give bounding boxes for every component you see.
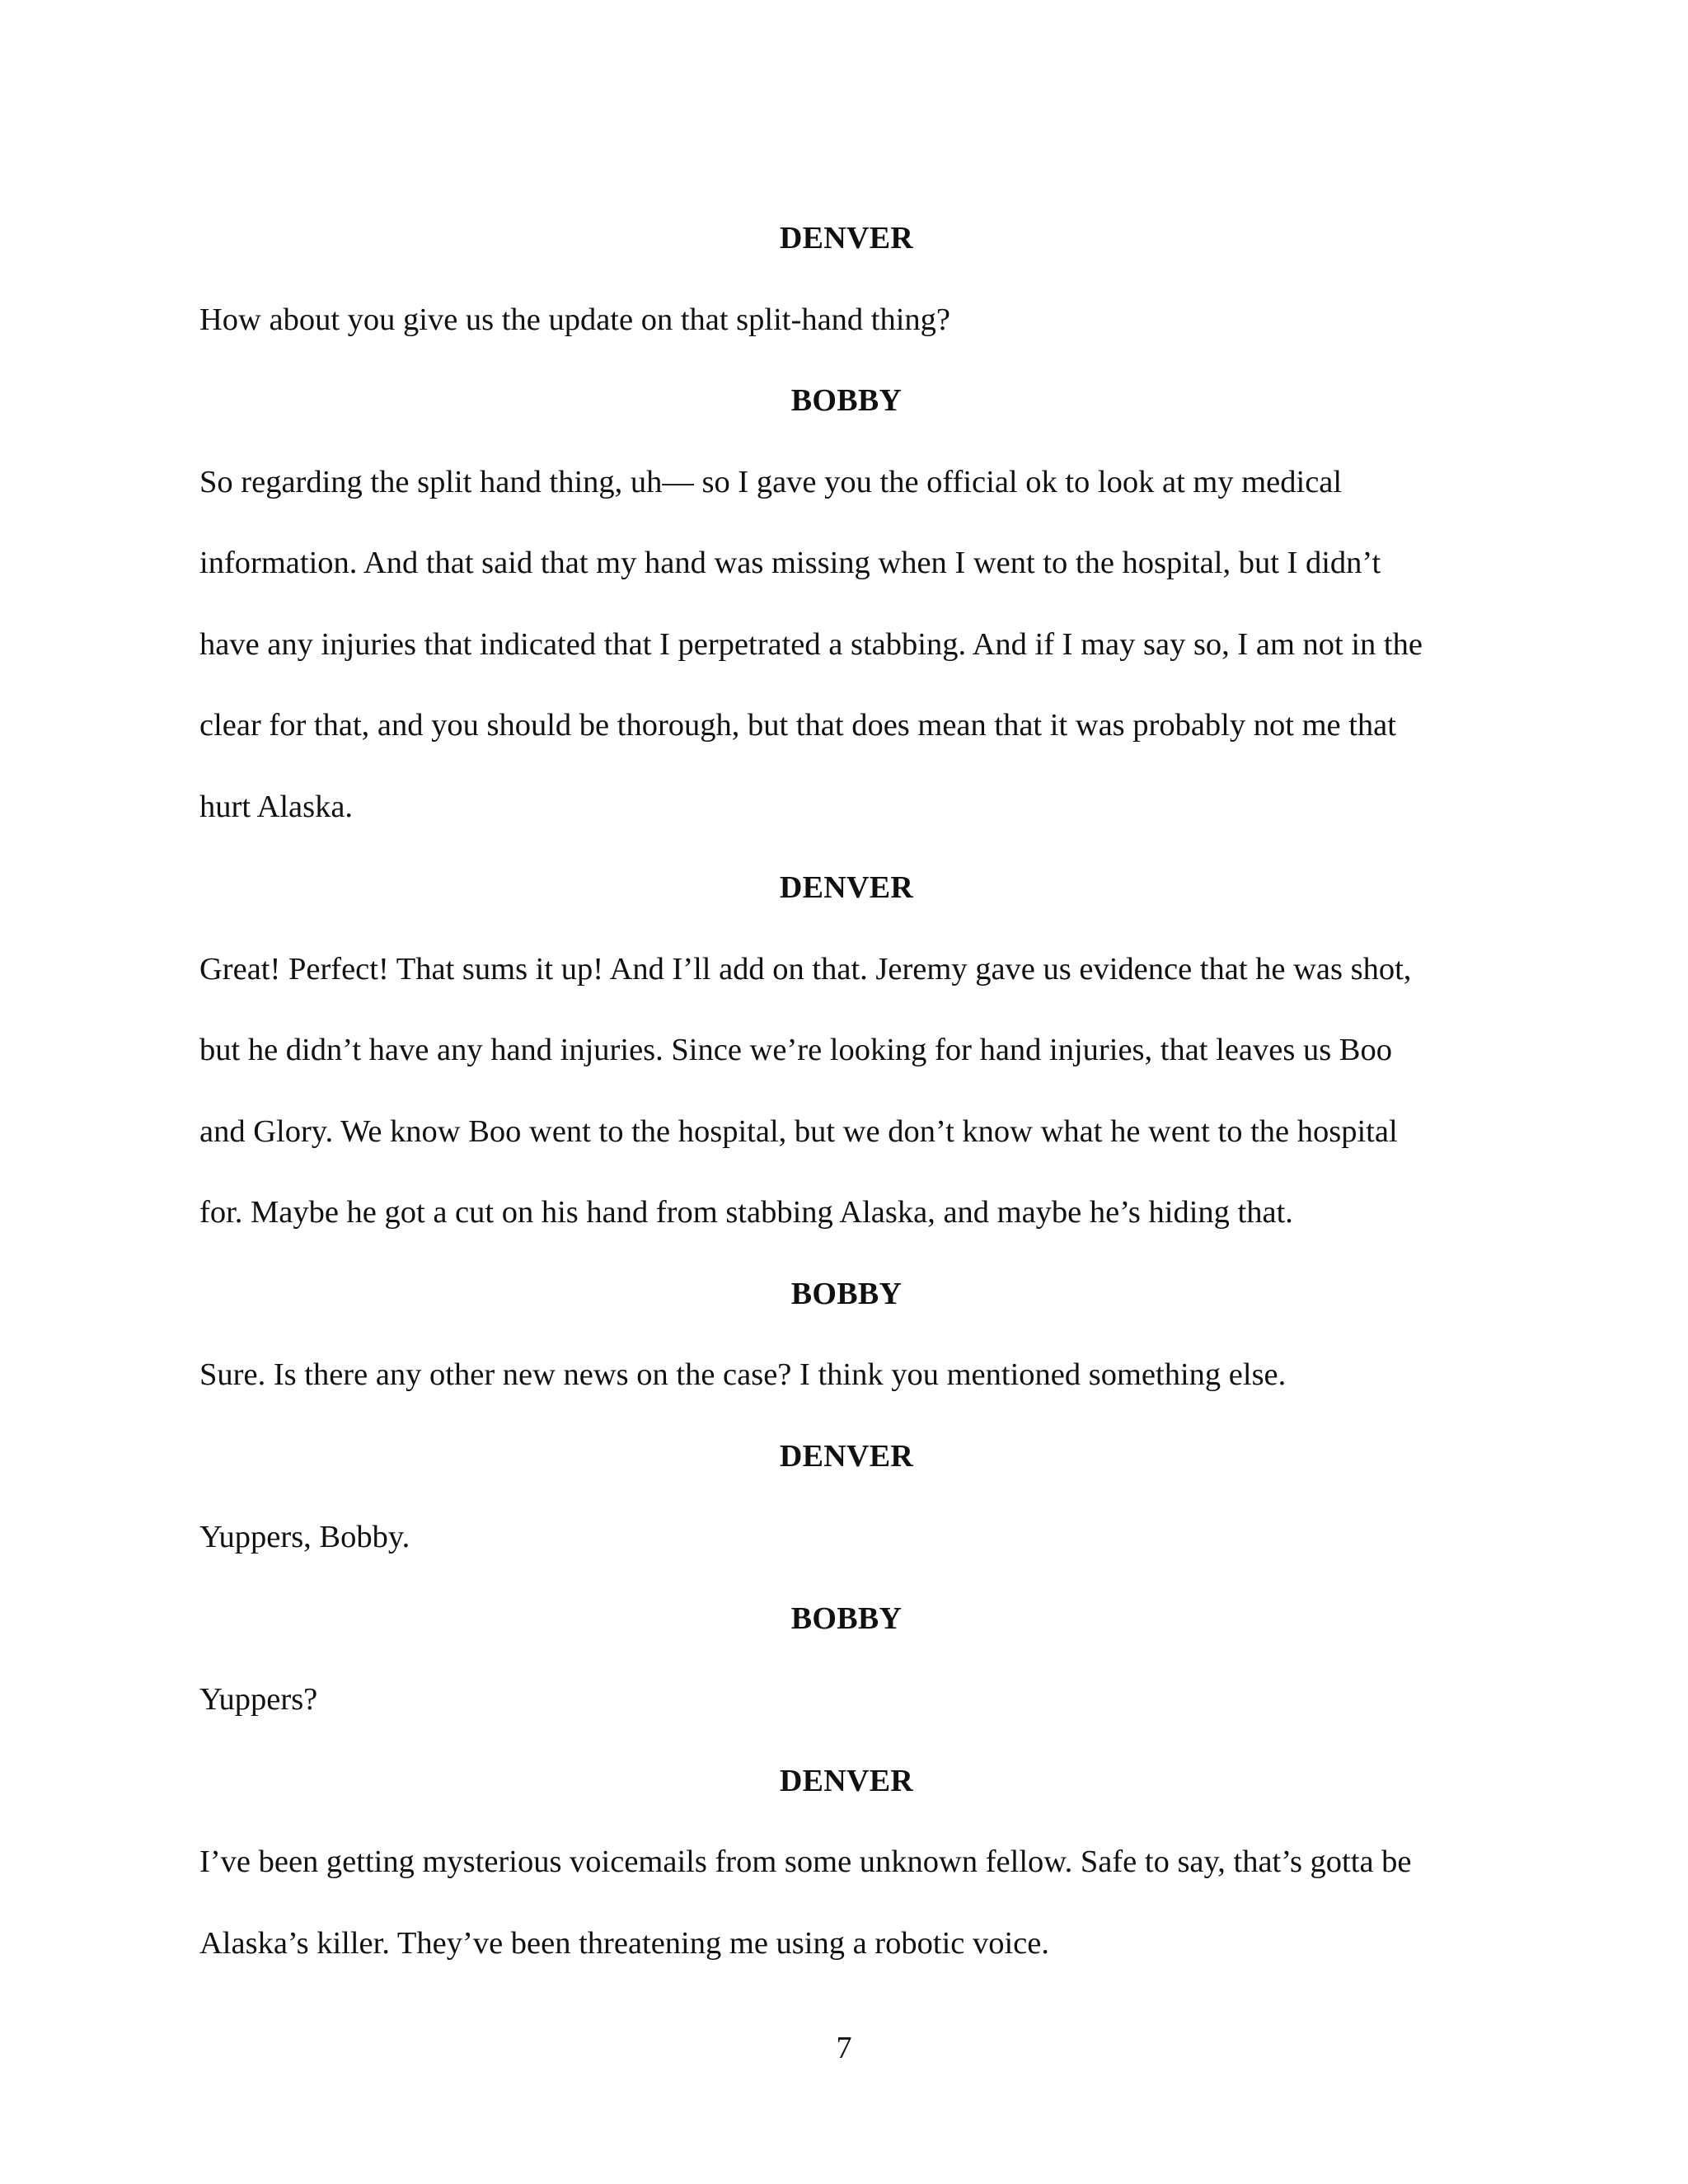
dialogue-line: Alaska’s killer. They’ve been threatening me using a robotic voice. (199, 1925, 1049, 1961)
script-body (199, 198, 1493, 1984)
dialogue-block (199, 847, 1493, 1254)
dialogue-line: hurt Alaska. (199, 789, 354, 824)
speaker-name: DENVER (779, 870, 914, 905)
dialogue-line: Great! Perfect! That sums it up! And I’ll add on that. Jeremy gave us evidence that he was shot, (199, 951, 1412, 987)
dialogue-block (199, 198, 1493, 360)
speaker-name: DENVER (779, 221, 914, 255)
dialogue-line: Yuppers? (199, 1682, 318, 1717)
dialogue-block (199, 1416, 1493, 1578)
dialogue-line: have any injuries that indicated that I perpetrated a stabbing. And if I may say so, I am not in the (199, 626, 1423, 662)
dialogue-line: Sure. Is there any other new news on the case? I think you mentioned something else. (199, 1357, 1287, 1392)
dialogue-line: for. Maybe he got a cut on his hand from stabbing Alaska, and maybe he’s hiding that. (199, 1195, 1293, 1230)
speaker-name: BOBBY (790, 1276, 903, 1311)
dialogue-line: and Glory. We know Boo went to the hospital, but we don’t know what he went to the hospital (199, 1113, 1398, 1149)
speaker-name: DENVER (779, 1763, 914, 1798)
dialogue-line: clear for that, and you should be thorough, but that does mean that it was probably not me that (199, 708, 1396, 743)
dialogue-block (199, 1741, 1493, 1985)
speaker-name: BOBBY (790, 383, 903, 418)
dialogue-line: So regarding the split hand thing, uh— so I gave you the official ok to look at my medical (199, 464, 1343, 499)
dialogue-line: but he didn’t have any hand injuries. Since we’re looking for hand injuries, that leaves us Boo (199, 1033, 1392, 1067)
page-number: 7 (836, 2031, 852, 2065)
speaker-name: BOBBY (790, 1601, 903, 1636)
dialogue-block (199, 1254, 1493, 1416)
dialogue-line: I’ve been getting mysterious voicemails from some unknown fellow. Safe to say, that’s gotta be (199, 1844, 1412, 1879)
speaker-name: DENVER (779, 1438, 914, 1474)
dialogue-line: information. And that said that my hand was missing when I went to the hospital, but I didn’t (199, 546, 1381, 580)
dialogue-block (199, 1578, 1493, 1741)
dialogue-block (199, 360, 1493, 847)
dialogue-line: How about you give us the update on that split-hand thing? (199, 302, 951, 337)
dialogue-line: Yuppers, Bobby. (199, 1520, 410, 1554)
